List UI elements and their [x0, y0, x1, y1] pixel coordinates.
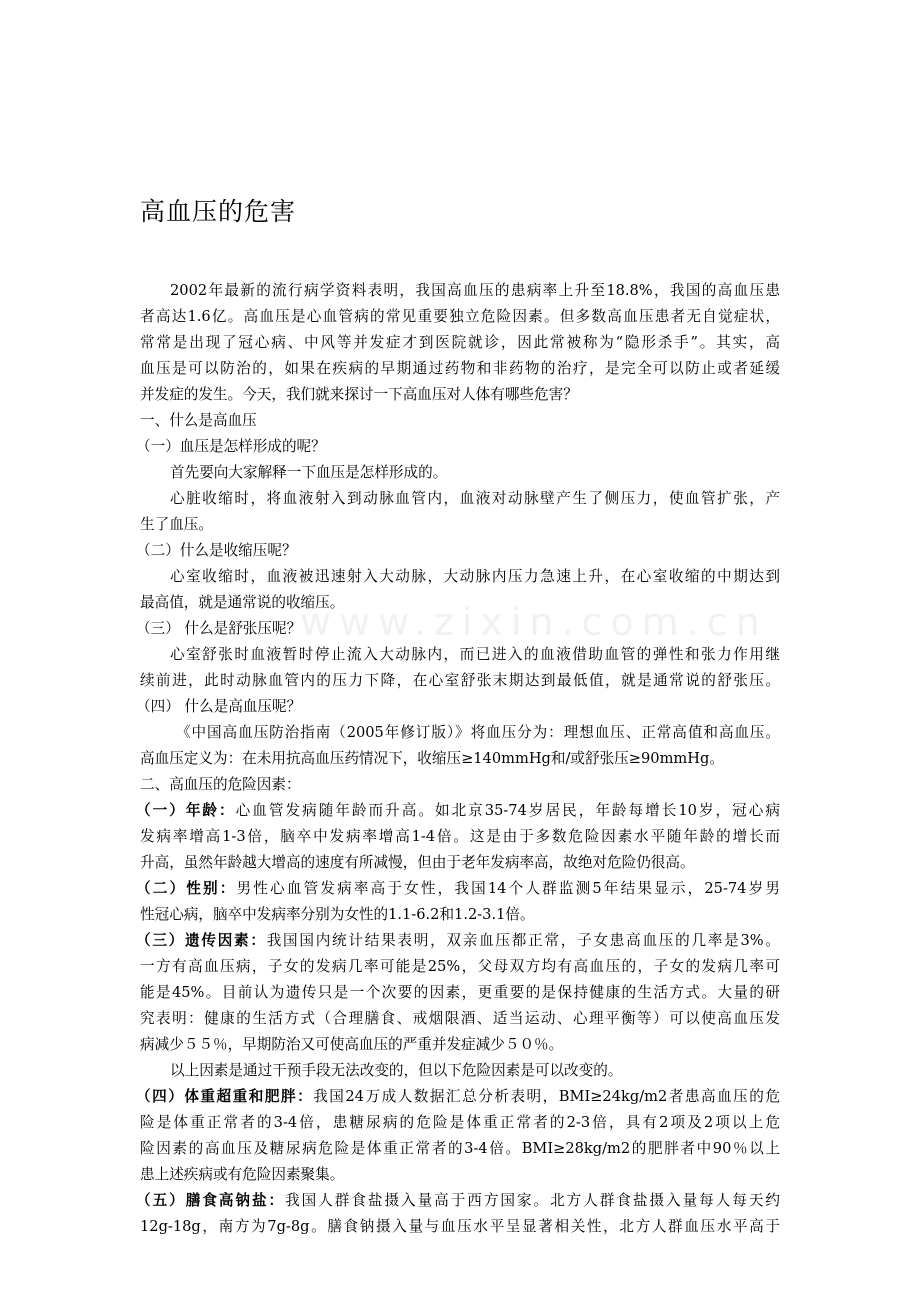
intro-line-2: 者高达1.6亿。高血压是心血管病的常见重要独立危险因素。但多数高血压患者无自觉症状，: [140, 308, 780, 325]
paragraph-line: 究表明：健康的生活方式（合理膳食、戒烟限酒、适当运动、心理平衡等）可以使高血压发: [140, 1010, 780, 1027]
subheading-1-1: （一）血压是怎样形成的呢？: [136, 438, 326, 455]
paragraph-line: 一方有高血压病，子女的发病几率可能是25%，父母双方均有高血压的，子女的发病几率可: [140, 958, 780, 975]
subheading-1-4: （四） 什么是高血压呢？: [136, 698, 302, 715]
section-heading-2: 二、高血压的危险因素：: [140, 776, 301, 793]
document-body: [136, 278, 780, 1240]
risk-label-genetics: （三）遗传因素：: [136, 932, 267, 949]
paragraph-line: 心室舒张时血液暂时停止流入大动脉内，而已进入的血液借助血管的弹性和张力作用继: [170, 646, 780, 663]
paragraph-line: 险因素的高血压及糖尿病危险是体重正常者的3-4倍。BMI≥28kg/m2的肥胖者中90％以上: [140, 1140, 780, 1157]
paragraph-line: 患上述疾病或有危险因素聚集。: [140, 1166, 345, 1183]
risk-factor-gender: （二）性别：男性心血管发病率高于女性，我国14个人群监测5年结果显示，25-74岁男: [136, 880, 780, 897]
risk-factor-age: （一）年龄：心血管发病随年龄而升高。如北京35-74岁居民，年龄每增长10岁，冠心病: [136, 802, 780, 819]
risk-label-obesity: （四）体重超重和肥胖：: [136, 1088, 314, 1105]
paragraph-line: 心脏收缩时，将血液射入到动脉血管内，血液对动脉壁产生了侧压力，使血管扩张，产: [170, 490, 780, 507]
subheading-1-2: （二）什么是收缩压呢？: [136, 542, 297, 559]
risk-label-gender: （二）性别：: [136, 880, 237, 897]
intro-line-1: 2002年最新的流行病学资料表明，我国高血压的患病率上升至18.8%，我国的高血压患: [170, 282, 780, 299]
risk-label-age: （一）年龄：: [136, 802, 236, 819]
paragraph-line: 性冠心病，脑卒中发病率分别为女性的1.1-6.2和1.2-3.1倍。: [140, 906, 535, 923]
paragraph-line: 发病率增高1-3倍，脑卒中发病率增高1-4倍。这是由于多数危险因素水平随年龄的增长而: [140, 828, 780, 845]
paragraph-line: 险是体重正常者的3-4倍，患糖尿病的危险是体重正常者的2-3倍，具有2项及2项以上危: [140, 1114, 780, 1131]
risk-factor-sodium: （五）膳食高钠盐：我国人群食盐摄入量高于西方国家。北方人群食盐摄入量每人每天约: [136, 1192, 780, 1209]
paragraph-line: 能是45%。目前认为遗传只是一个次要的因素，更重要的是保持健康的生活方式。大量的研: [140, 984, 780, 1001]
intro-line-4: 血压是可以防治的，如果在疾病的早期通过药物和非药物的治疗，是完全可以防止或者延缓: [140, 360, 780, 377]
paragraph-line: 以上因素是通过干预手段无法改变的，但以下危险因素是可以改变的。: [170, 1062, 623, 1079]
paragraph-line: 首先要向大家解释一下血压是怎样形成的。: [170, 464, 448, 481]
risk-label-sodium: （五）膳食高钠盐：: [136, 1192, 286, 1209]
paragraph-line: 最高值，就是通常说的收缩压。: [140, 594, 345, 611]
paragraph-line: 《中国高血压防治指南（2005年修订版）》将血压分为：理想血压、正常高值和高血压。: [176, 724, 780, 741]
watermark: www.zixin.com.cn: [300, 600, 768, 644]
paragraph-line: 生了血压。: [140, 516, 213, 533]
section-heading-1: 一、什么是高血压: [140, 412, 257, 429]
subheading-1-3: （三） 什么是舒张压呢？: [136, 620, 302, 637]
paragraph-line: 高血压定义为：在未用抗高血压药情况下，收缩压≥140mmHg和/或舒张压≥90mmHg。: [140, 750, 724, 767]
paragraph-line: 续前进，此时动脉血管内的压力下降，在心室舒张末期达到最低值，就是通常说的舒张压。: [140, 672, 780, 689]
intro-line-3: 常常是出现了冠心病、中风等并发症才到医院就诊，因此常被称为“隐形杀手”。其实，高: [140, 334, 780, 351]
paragraph-line: 心室收缩时，血液被迅速射入大动脉，大动脉内压力急速上升，在心室收缩的中期达到: [170, 568, 780, 585]
paragraph-line: 病减少５５％，早期防治又可使高血压的严重并发症减少５０％。: [140, 1036, 564, 1053]
intro-line-5: 并发症的发生。今天，我们就来探讨一下高血压对人体有哪些危害？: [140, 386, 578, 403]
risk-factor-obesity: （四）体重超重和肥胖：我国24万成人数据汇总分析表明，BMI≥24kg/m2者患高血压的危: [136, 1088, 780, 1105]
paragraph-line: 12g-18g，南方为7g-8g。膳食钠摄入量与血压水平呈显著相关性，北方人群血压水平高于: [140, 1218, 780, 1235]
risk-factor-genetics: （三）遗传因素：我国国内统计结果表明，双亲血压都正常，子女患高血压的几率是3%。: [136, 932, 780, 949]
paragraph-line: 升高，虽然年龄越大增高的速度有所减慢，但由于老年发病率高，故绝对危险仍很高。: [140, 854, 695, 871]
document-title: 高血压的危害: [140, 197, 297, 226]
